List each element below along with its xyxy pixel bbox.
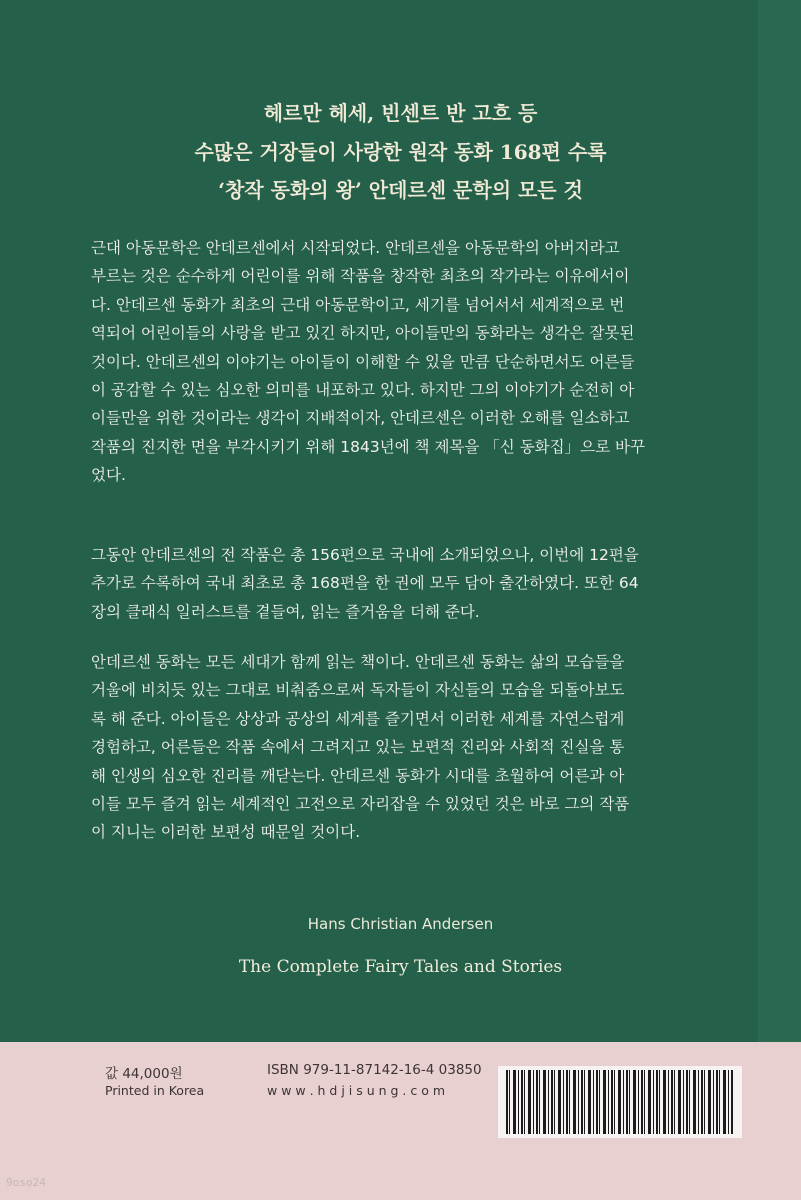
description-paragraph-3 (91, 648, 709, 847)
text-line: 근대 아동문학은 안데르센에서 시작되었다. 안데르센을 아동문학의 아버지라고 (91, 239, 620, 257)
tagline-line-1: 헤르만 헤세, 빈센트 반 고흐 등 (263, 101, 538, 125)
text-line: 것이다. 안데르센의 이야기는 아이들이 이해할 수 있을 만큼 단순하면서도 어른들 (91, 352, 635, 371)
text-line: 이 공감할 수 있는 심오한 의미를 내포하고 있다. 하지만 그의 이야기가 순전히 아 (91, 380, 635, 399)
text-line: 해 인생의 심오한 진리를 깨닫는다. 안데르센 동화가 시대를 초월하여 어른과 아 (91, 766, 625, 785)
text-line: 그동안 안데르센의 전 작품은 총 156편으로 국내에 소개되었으나, 이번에 12편을 (91, 546, 639, 564)
description-paragraph-2 (91, 541, 709, 626)
description-paragraph-1 (91, 234, 709, 490)
website-label: w w w . h d j i s u n g . c o m (267, 1083, 446, 1098)
text-line: 장의 클래식 일러스트를 곁들여, 읽는 즐거움을 더해 준다. (91, 602, 480, 621)
text-line: 부르는 것은 순수하게 어린이를 위해 작품을 창작한 최초의 작가라는 이유에서이 (91, 267, 630, 286)
author-name-english: Hans Christian Andersen (307, 915, 494, 933)
text-line: 다. 안데르센 동화가 최초의 근대 아동문학이고, 세기를 넘어서서 세계적으로 번 (91, 295, 625, 314)
text-line: 안데르센 동화는 모든 세대가 함께 읽는 책이다. 안데르센 동화는 삶의 모습들을 (91, 653, 625, 671)
text-line: 록 해 준다. 아이들은 상상과 공상의 세계를 즐기면서 이러한 세계를 자연스럽게 (91, 709, 625, 728)
isbn-label: ISBN 979-11-87142-16-4 03850 (267, 1062, 482, 1078)
text-line: 었다. (91, 466, 126, 485)
text-line: 역되어 어린이들의 사랑을 받고 있긴 하지만, 아이들만의 동화라는 생각은 잘못된 (91, 324, 635, 343)
text-line: 경험하고, 어른들은 작품 속에서 그려지고 있는 보편적 진리와 사회적 진실을 통 (91, 738, 625, 757)
barcode-bars (506, 1070, 734, 1134)
printed-in-label: Printed in Korea (105, 1083, 205, 1098)
tagline-line-3: ‘창작 동화의 왕’ 안데르센 문학의 모든 것 (218, 178, 583, 202)
text-line: 이들 모두 즐겨 읽는 세계적인 고전으로 자리잡을 수 있었던 것은 바로 그의 작품 (91, 794, 630, 813)
text-line: 작품의 진지한 면을 부각시키기 위해 1843년에 책 제목을 「신 동화집」으로 바꾸 (91, 437, 645, 456)
text-line: 거울에 비치듯 있는 그대로 비춰줌으로써 독자들이 자신들의 모습을 되돌아보도 (91, 681, 625, 700)
text-line: 추가로 수록하여 국내 최초로 총 168편을 한 권에 모두 담아 출간하였다. 또한 64 (91, 574, 639, 593)
stamp-text: 9oso24 (6, 1176, 46, 1189)
price-label: 값 44,000원 (105, 1066, 183, 1082)
book-title-english: The Complete Fairy Tales and Stories (238, 957, 563, 977)
text-line: 이 지니는 이러한 보편성 때문일 것이다. (91, 823, 361, 842)
text-line: 이들만을 위한 것이라는 생각이 지배적이자, 안데르센은 이러한 오해를 일소하고 (91, 409, 630, 428)
tagline-line-2: 수많은 거장들이 사랑한 원작 동화 168편 수록 (194, 140, 607, 164)
barcode (498, 1066, 742, 1138)
